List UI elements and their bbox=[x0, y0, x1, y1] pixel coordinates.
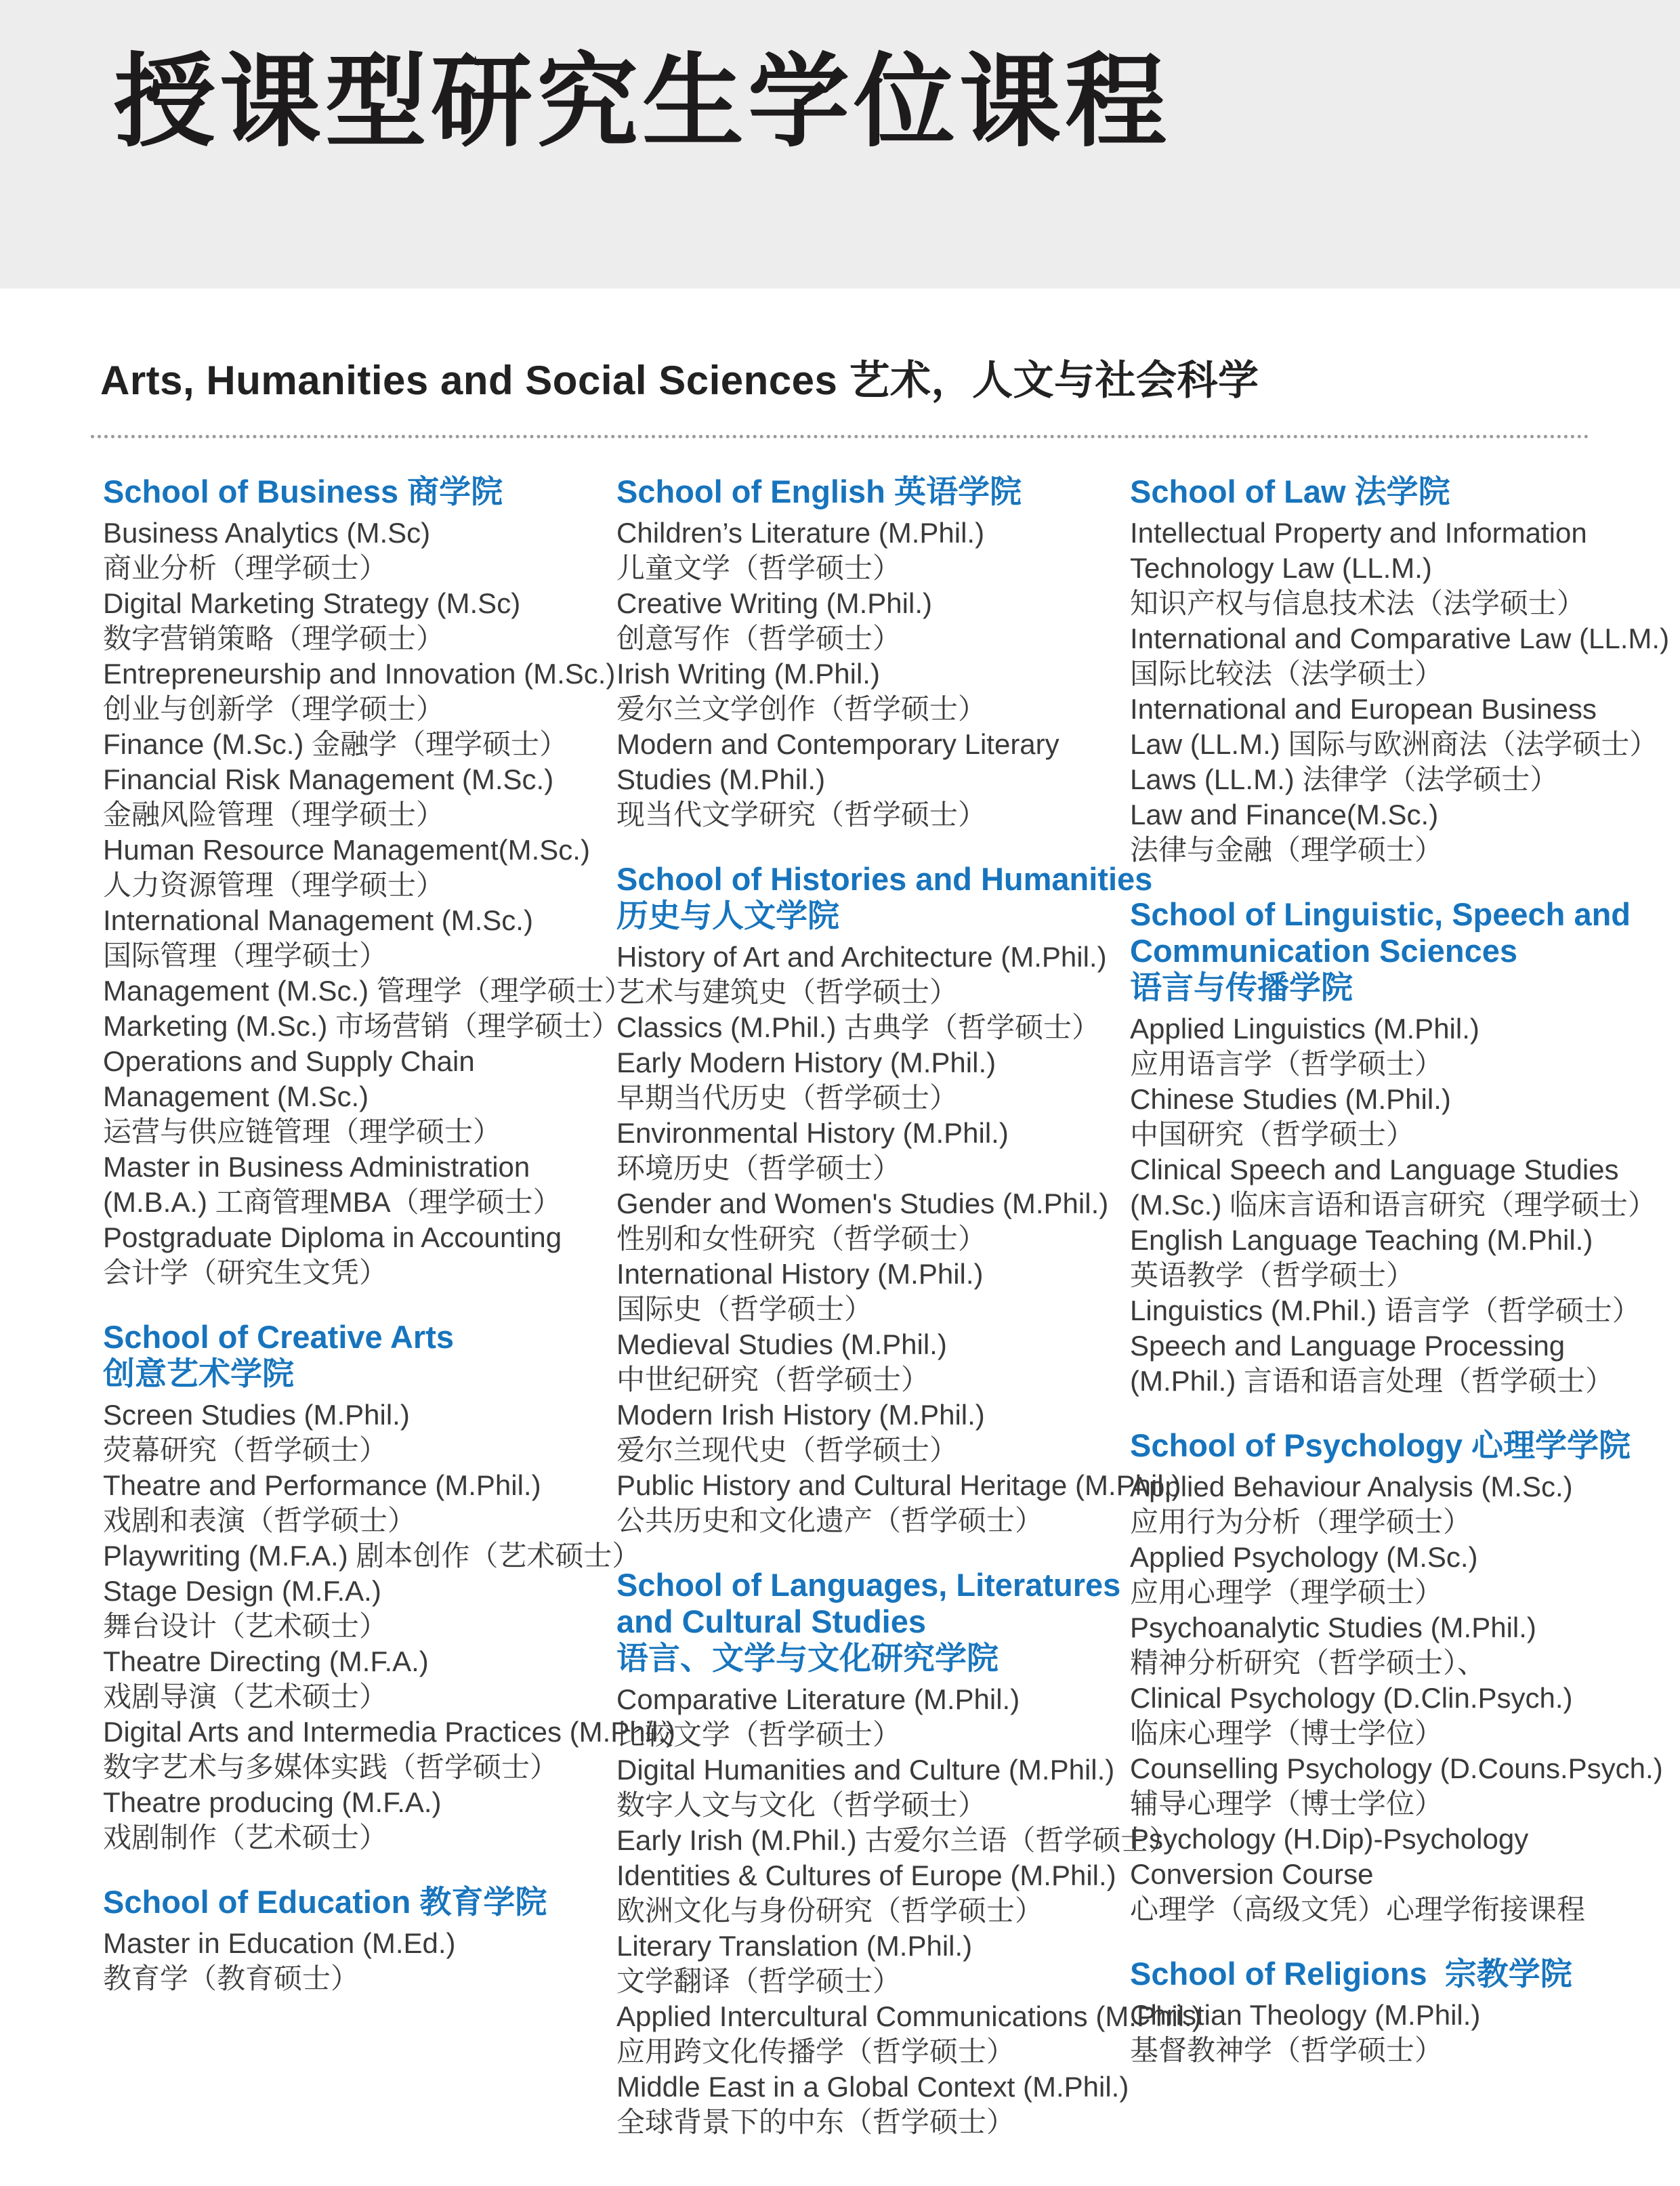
program-line: History of Art and Architecture (M.Phil.) bbox=[616, 941, 1107, 973]
program-line: Identities & Cultures of Europe (M.Phil.) bbox=[616, 1859, 1116, 1891]
school-heading bbox=[616, 861, 1153, 934]
program-line: 基督教神学（哲学硕士） bbox=[1130, 2034, 1444, 2066]
program-line: Literary Translation (M.Phil.) bbox=[616, 1930, 973, 1962]
program-line: Psychology (H.Dip)-Psychology bbox=[1130, 1823, 1529, 1855]
school-heading bbox=[1130, 474, 1604, 510]
school-heading-line: 语言与传播学院 bbox=[1130, 969, 1353, 1005]
program-line: Digital Marketing Strategy (M.Sc) bbox=[103, 587, 521, 619]
program-line: 商业分析（理学硕士） bbox=[103, 552, 388, 584]
program-line: Playwriting (M.F.A.) 剧本创作（艺术硕士） bbox=[103, 1540, 641, 1572]
school-heading bbox=[1130, 896, 1631, 1006]
program-line: 荧幕研究（哲学硕士） bbox=[103, 1434, 388, 1466]
program-line: 英语教学（哲学硕士） bbox=[1130, 1259, 1415, 1291]
school-creative-arts bbox=[103, 1319, 675, 1855]
school-heading-line: School of Linguistic, Speech and bbox=[1130, 896, 1631, 932]
program-line: 精神分析研究（哲学硕士）、 bbox=[1130, 1647, 1486, 1679]
program-line: International and Comparative Law (LL.M.) bbox=[1130, 623, 1670, 654]
school-heading-line: School of Education 教育学院 bbox=[103, 1884, 547, 1920]
program-line: Theatre producing (M.F.A.) bbox=[103, 1786, 442, 1818]
program-line: Human Resource Management(M.Sc.) bbox=[103, 834, 590, 866]
program-line: Middle East in a Global Context (M.Phil.) bbox=[616, 2071, 1129, 2103]
school-heading-line: 创意艺术学院 bbox=[103, 1355, 294, 1391]
school-heading bbox=[103, 474, 577, 510]
program-line: Business Analytics (M.Sc) bbox=[103, 517, 431, 549]
program-line: Chinese Studies (M.Phil.) bbox=[1130, 1083, 1451, 1115]
program-line: Speech and Language Processing bbox=[1130, 1330, 1566, 1362]
program-line: 辅导心理学（博士学位） bbox=[1130, 1788, 1444, 1820]
program-line: Master in Business Administration bbox=[103, 1151, 530, 1183]
program-line: Clinical Psychology (D.Clin.Psych.) bbox=[1130, 1682, 1573, 1714]
program-line: 爱尔兰文学创作（哲学硕士） bbox=[616, 693, 987, 725]
program-line: 环境历史（哲学硕士） bbox=[616, 1152, 902, 1184]
program-line: 数字艺术与多媒体实践（哲学硕士） bbox=[103, 1751, 559, 1783]
column-1 bbox=[103, 474, 675, 1996]
school-heading-line: Communication Sciences bbox=[1130, 933, 1517, 969]
banner bbox=[0, 0, 1680, 289]
program-line: Applied Linguistics (M.Phil.) bbox=[1130, 1013, 1479, 1045]
program-line: Law and Finance(M.Sc.) bbox=[1130, 799, 1439, 831]
program-line: Financial Risk Management (M.Sc.) bbox=[103, 763, 554, 795]
program-line: Early Irish (M.Phil.) 古爱尔兰语（哲学硕士） bbox=[616, 1824, 1178, 1856]
program-line: Law (LL.M.) 国际与欧洲商法（法学硕士） bbox=[1130, 728, 1658, 760]
program-line: Environmental History (M.Phil.) bbox=[616, 1117, 1009, 1149]
program-line: 应用跨文化传播学（哲学硕士） bbox=[616, 2036, 1015, 2067]
school-heading-line: and Cultural Studies bbox=[616, 1603, 926, 1639]
program-line: Creative Writing (M.Phil.) bbox=[616, 587, 932, 619]
page-content bbox=[91, 356, 1670, 2140]
program-line: Management (M.Sc.) 管理学（理学硕士） bbox=[103, 975, 633, 1007]
program-line: Management (M.Sc.) bbox=[103, 1080, 369, 1112]
school-languages-literatures-cultural-studies bbox=[616, 1567, 1202, 2140]
program-line: Master in Education (M.Ed.) bbox=[103, 1927, 456, 1959]
section-title: Arts, Humanities and Social Sciences 艺术，人文与社会科学 bbox=[100, 358, 1259, 403]
program-line: 国际比较法（法学硕士） bbox=[1130, 658, 1444, 690]
school-heading bbox=[1130, 1427, 1631, 1464]
page-title: 授课型研究生学位课程 bbox=[114, 45, 1171, 159]
school-heading-line: School of Law 法学院 bbox=[1130, 474, 1450, 509]
program-line: 应用语言学（哲学硕士） bbox=[1130, 1048, 1444, 1080]
program-line: (M.Phil.) 言语和语言处理（哲学硕士） bbox=[1130, 1365, 1614, 1397]
program-line: Intellectual Property and Information bbox=[1130, 517, 1587, 549]
program-line: Digital Humanities and Culture (M.Phil.) bbox=[616, 1754, 1115, 1786]
program-line: 创业与创新学（理学硕士） bbox=[103, 693, 445, 725]
program-line: 国际史（哲学硕士） bbox=[616, 1293, 873, 1325]
program-line: Technology Law (LL.M.) bbox=[1130, 552, 1432, 584]
program-line: Gender and Women's Studies (M.Phil.) bbox=[616, 1187, 1109, 1219]
school-heading-line: School of Business 商学院 bbox=[103, 474, 503, 509]
program-line: 现当代文学研究（哲学硕士） bbox=[616, 799, 987, 831]
program-line: 儿童文学（哲学硕士） bbox=[616, 552, 902, 584]
program-line: 会计学（研究生文凭） bbox=[103, 1257, 388, 1288]
program-line: 比较文学（哲学硕士） bbox=[616, 1719, 902, 1750]
program-line: 爱尔兰现代史（哲学硕士） bbox=[616, 1434, 959, 1466]
school-heading-line: 历史与人文学院 bbox=[616, 898, 839, 933]
program-line: International Management (M.Sc.) bbox=[103, 904, 533, 936]
school-heading-line: School of Religions 宗教学院 bbox=[1130, 1956, 1572, 1992]
program-line: Irish Writing (M.Phil.) bbox=[616, 658, 880, 690]
school-education bbox=[103, 1884, 577, 1996]
program-line: (M.Sc.) 临床言语和语言研究（理学硕士） bbox=[1130, 1189, 1656, 1221]
program-line: Medieval Studies (M.Phil.) bbox=[616, 1328, 947, 1360]
school-heading bbox=[1130, 1956, 1604, 1992]
program-line: Finance (M.Sc.) 金融学（理学硕士） bbox=[103, 728, 568, 760]
program-line: 数字人文与文化（哲学硕士） bbox=[616, 1789, 987, 1821]
school-heading bbox=[616, 474, 1091, 510]
school-heading-line: School of Histories and Humanities bbox=[616, 861, 1153, 897]
program-line: Classics (M.Phil.) 古典学（哲学硕士） bbox=[616, 1011, 1101, 1043]
program-line: 公共历史和文化遗产（哲学硕士） bbox=[616, 1505, 1044, 1536]
program-line: 知识产权与信息技术法（法学硕士） bbox=[1130, 587, 1586, 619]
program-line: Entrepreneurship and Innovation (M.Sc.) bbox=[103, 658, 616, 690]
program-line: Operations and Supply Chain bbox=[103, 1045, 475, 1077]
program-line: Linguistics (M.Phil.) 语言学（哲学硕士） bbox=[1130, 1295, 1641, 1326]
program-line: Studies (M.Phil.) bbox=[616, 763, 826, 795]
program-line: International and European Business bbox=[1130, 693, 1597, 725]
program-line: Christian Theology (M.Phil.) bbox=[1130, 1999, 1481, 2031]
school-heading bbox=[103, 1884, 577, 1920]
program-line: Postgraduate Diploma in Accounting bbox=[103, 1221, 562, 1253]
dotted-divider bbox=[91, 435, 1589, 438]
program-line: Clinical Speech and Language Studies bbox=[1130, 1154, 1619, 1185]
program-line: Digital Arts and Intermedia Practices (M.Phil.) bbox=[103, 1716, 675, 1748]
program-line: Counselling Psychology (D.Couns.Psych.) bbox=[1130, 1752, 1663, 1784]
program-line: 教育学（教育硕士） bbox=[103, 1962, 360, 1994]
program-line: 金融风险管理（理学硕士） bbox=[103, 799, 445, 831]
program-line: 艺术与建筑史（哲学硕士） bbox=[616, 976, 959, 1008]
program-line: 文学翻译（哲学硕士） bbox=[616, 1965, 902, 1997]
program-line: 应用行为分析（理学硕士） bbox=[1130, 1506, 1472, 1538]
school-business bbox=[103, 474, 633, 1290]
school-columns bbox=[103, 474, 1670, 2140]
program-line: Modern and Contemporary Literary bbox=[616, 728, 1059, 760]
program-line: 性别和女性研究（哲学硕士） bbox=[616, 1223, 987, 1255]
school-heading-line: 语言、文学与文化研究学院 bbox=[616, 1640, 999, 1676]
school-histories-humanities bbox=[616, 861, 1181, 1538]
program-line: Stage Design (M.F.A.) bbox=[103, 1575, 381, 1607]
program-line: 国际管理（理学硕士） bbox=[103, 940, 388, 971]
program-line: Marketing (M.Sc.) 市场营销（理学硕士） bbox=[103, 1010, 621, 1042]
program-line: Screen Studies (M.Phil.) bbox=[103, 1399, 410, 1431]
program-line: Theatre and Performance (M.Phil.) bbox=[103, 1469, 541, 1501]
program-line: Applied Behaviour Analysis (M.Sc.) bbox=[1130, 1471, 1573, 1502]
school-heading-line: School of Languages, Literatures bbox=[616, 1567, 1121, 1603]
program-line: 全球背景下的中东（哲学硕士） bbox=[616, 2106, 1015, 2138]
program-line: (M.B.A.) 工商管理MBA（理学硕士） bbox=[103, 1186, 562, 1218]
program-line: 戏剧导演（艺术硕士） bbox=[103, 1681, 388, 1712]
program-line: 戏剧制作（艺术硕士） bbox=[103, 1822, 388, 1853]
school-heading-line: School of English 英语学院 bbox=[616, 474, 1022, 509]
program-line: Applied Psychology (M.Sc.) bbox=[1130, 1541, 1478, 1573]
school-law bbox=[1130, 474, 1670, 868]
program-line: 数字营销策略（理学硕士） bbox=[103, 623, 445, 654]
program-line: 戏剧和表演（哲学硕士） bbox=[103, 1505, 417, 1536]
program-line: 运营与供应链管理（理学硕士） bbox=[103, 1116, 502, 1148]
program-line: Modern Irish History (M.Phil.) bbox=[616, 1399, 985, 1431]
program-line: Conversion Course bbox=[1130, 1858, 1374, 1890]
program-line: 临床心理学（博士学位） bbox=[1130, 1717, 1444, 1749]
program-line: 法律与金融（理学硕士） bbox=[1130, 834, 1444, 866]
program-line: 创意写作（哲学硕士） bbox=[616, 623, 902, 654]
program-line: Psychoanalytic Studies (M.Phil.) bbox=[1130, 1612, 1536, 1643]
program-line: Early Modern History (M.Phil.) bbox=[616, 1047, 996, 1078]
column-2 bbox=[616, 474, 1202, 2140]
column-3 bbox=[1130, 474, 1670, 2068]
program-line: Comparative Literature (M.Phil.) bbox=[616, 1683, 1020, 1715]
program-line: 中世纪研究（哲学硕士） bbox=[616, 1364, 930, 1395]
program-line: 早期当代历史（哲学硕士） bbox=[616, 1082, 959, 1114]
school-psychology bbox=[1130, 1427, 1663, 1927]
program-line: Theatre Directing (M.F.A.) bbox=[103, 1645, 429, 1677]
school-heading bbox=[616, 1567, 1121, 1677]
program-line: English Language Teaching (M.Phil.) bbox=[1130, 1224, 1593, 1256]
school-heading-line: School of Creative Arts bbox=[103, 1319, 454, 1355]
school-english bbox=[616, 474, 1091, 833]
school-linguistic-speech-communication bbox=[1130, 896, 1656, 1399]
program-line: 应用心理学（理学硕士） bbox=[1130, 1576, 1444, 1608]
program-line: Children’s Literature (M.Phil.) bbox=[616, 517, 985, 549]
program-line: International History (M.Phil.) bbox=[616, 1258, 984, 1290]
program-line: Public History and Cultural Heritage (M.Phil.) bbox=[616, 1469, 1181, 1501]
program-line: 中国研究（哲学硕士） bbox=[1130, 1118, 1415, 1150]
program-line: Laws (LL.M.) 法律学（法学硕士） bbox=[1130, 763, 1559, 795]
program-line: 欧洲文化与身份研究（哲学硕士） bbox=[616, 1895, 1044, 1927]
program-line: 人力资源管理（理学硕士） bbox=[103, 869, 445, 901]
program-line: Applied Intercultural Communications (M.Phil.) bbox=[616, 2000, 1202, 2032]
program-line: 心理学（高级文凭）心理学衔接课程 bbox=[1130, 1893, 1586, 1925]
program-line: 舞台设计（艺术硕士） bbox=[103, 1610, 388, 1642]
school-heading-line: School of Psychology 心理学学院 bbox=[1130, 1427, 1631, 1463]
school-religions bbox=[1130, 1956, 1604, 2068]
school-heading bbox=[103, 1319, 577, 1392]
